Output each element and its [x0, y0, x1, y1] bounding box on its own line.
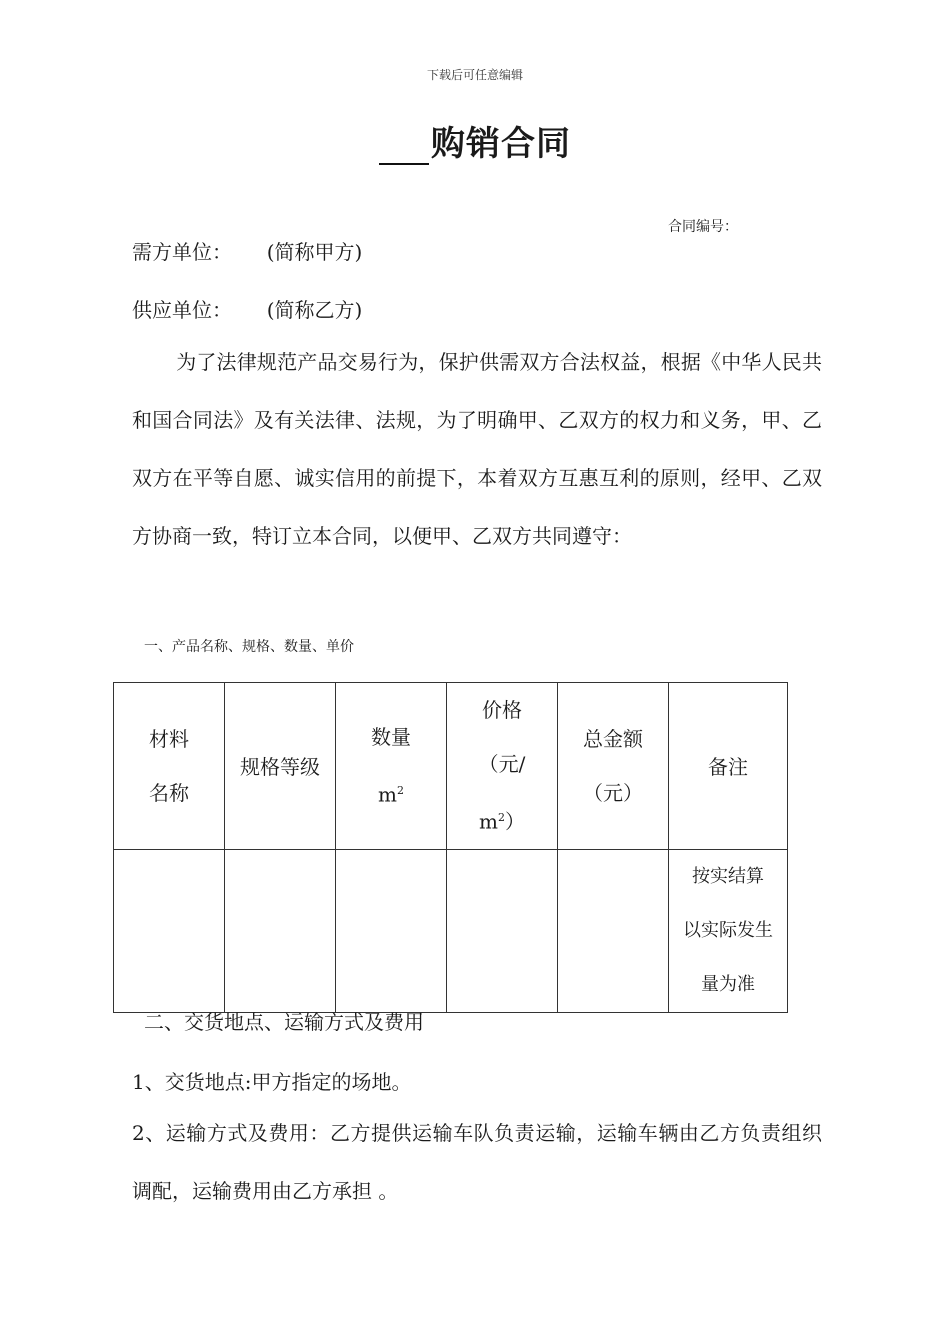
buyer-label: 需方单位：: [132, 240, 232, 264]
section-2-heading: 二、交货地点、运输方式及费用: [144, 1010, 424, 1034]
table-header-row: [114, 683, 788, 850]
table-row: [114, 849, 788, 1012]
header-note: 下载后可任意编辑: [426, 68, 523, 82]
header-total: 总金额 （元）: [558, 683, 669, 850]
section-1-heading: 一、产品名称、规格、数量、单价: [144, 639, 354, 655]
cell-price: [447, 849, 558, 1012]
item-2: 2、运输方式及费用：乙方提供运输车队负责运输，运输车辆由乙方负责组织调配，运输费用由乙方承担 。: [132, 1121, 822, 1203]
cell-quantity: [336, 849, 447, 1012]
cell-spec: [225, 849, 336, 1012]
cell-material: [114, 849, 225, 1012]
contract-number-label: 合同编号：: [668, 219, 738, 235]
supplier-line: [132, 294, 362, 323]
supplier-alias: (简称乙方): [266, 298, 363, 322]
document-title: [0, 116, 950, 165]
header-quantity: 数量 $m^2$: [336, 683, 447, 850]
supplier-label: 供应单位：: [132, 298, 232, 322]
header-material: 材料 名称: [114, 683, 225, 850]
buyer-line: [132, 236, 362, 265]
header-remark: 备注: [669, 683, 788, 850]
title-blank: [379, 133, 429, 165]
header-spec: 规格等级: [225, 683, 336, 850]
product-table: [113, 682, 788, 1013]
title-text: 购销合同: [431, 124, 571, 164]
item-1: 1、交货地点:甲方指定的场地。: [132, 1070, 412, 1094]
cell-remark: 按实结算 以实际发生 量为准: [669, 849, 788, 1012]
intro-text: 为了法律规范产品交易行为，保护供需双方合法权益，根据《中华人民共和国合同法》及有关法律、法规，为了明确甲、乙双方的权力和义务，甲、乙双方在平等自愿、诚实信用的前提下，本着双方互惠互利的原则，经甲、乙双方协商一致，特订立本合同，以便甲、乙双方共同遵守：: [132, 350, 822, 548]
header-price: 价格 （元/ $m^2$）: [447, 683, 558, 850]
intro-paragraph: [132, 333, 822, 565]
cell-total: [558, 849, 669, 1012]
buyer-alias: (简称甲方): [266, 240, 363, 264]
